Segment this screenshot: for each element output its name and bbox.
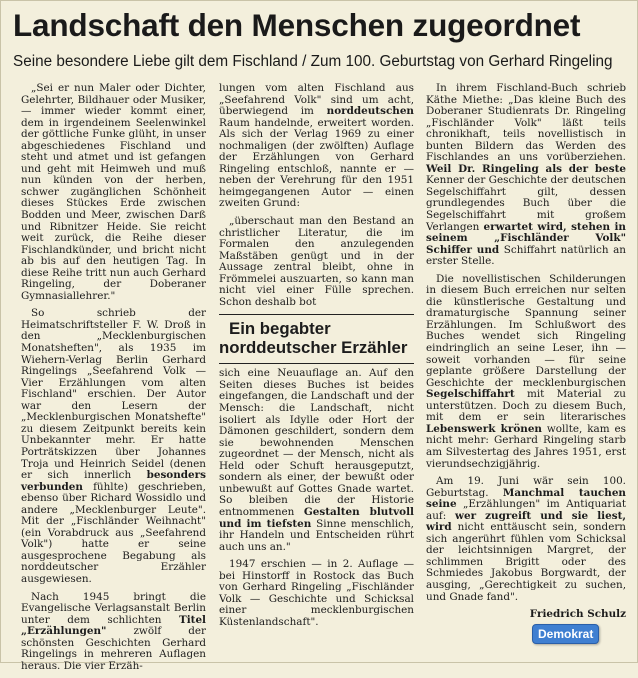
text-run: Kenner der Geschichte der deutschen Segelschiffahrt gilt, dessen grundlegendes Buch über die Segelschiffahrt mit großem Verlangen xyxy=(426,174,626,233)
bold-phrase: Titel „Erzählungen" xyxy=(21,613,207,638)
text-run: fühlte) geschrieben, ebenso über Richard Wossidlo und andere „Mecklenburger Leute". Mit der „Fischländer Weihnacht" (ein Vorabdruck aus „Seefahrend Volk") hatte er seine ausgesprochene Begabung als norddeutscher Erzähler ausgewiesen. xyxy=(21,480,206,585)
text-run: zwölf der schönsten Geschichten Gerhard Ringelings in mehreren Auflagen heraus. Die vier Erzäh- xyxy=(21,625,206,672)
paragraph xyxy=(219,83,414,210)
newspaper-badge: Demokrat xyxy=(532,624,599,644)
text-run: In ihrem Fischland-Buch schrieb Käthe Miethe: „Das kleine Buch des Doberaner Studienrats Dr. Ringeling „Fischländer Volk" läßt teils chronikhaft, teils novellistisch in bunten Bildern das Werden des Fischlandes an uns vorüberziehen. xyxy=(426,82,626,164)
bold-phrase: Manchmal tauchen seine xyxy=(426,486,626,511)
text-run: wollte, kam es nicht mehr: Gerhard Ringeling starb am Silvestertag des Jahres 1951, erst vierundsechzigjährig. xyxy=(426,422,626,470)
divider xyxy=(219,314,414,315)
column-3 xyxy=(426,83,626,627)
section-subtitle: Ein begabter norddeutscher Erzähler xyxy=(219,319,408,358)
paragraph xyxy=(219,368,414,553)
bold-phrase: Gestalten blutvoll und im tiefsten xyxy=(219,505,414,530)
text-run: Raum handelnde, erweitert worden. Als sich der Verlag 1969 zu einer nochmaligen (der zwölften) Auflage der Erzählungen von Gerhard Ringeling entschloß, nannte er — neben der Verehrung für den 1951 heimgegangenen Autor — einen zweiten Grund: xyxy=(219,116,414,210)
bold-phrase: erwartet wird, stehen in seinem „Fischländer Volk" Schiffer und xyxy=(426,220,626,256)
text-run: „Erzählungen" im Antiquariat auf: xyxy=(426,498,626,522)
text-run: Die novellistischen Schilderungen in diesem Buch erreichen nur selten die künstlerische Gestaltung und dramaturgische Spannung seiner Erzählungen. Im Schlußwort des Buches wendet sich Ringeling eindringlich an seine Leser, ihn — soweit vorhanden — für seine geplante größere Darstellung der Geschichte der mecklenburgischen xyxy=(426,272,626,389)
paragraph xyxy=(426,83,626,268)
column-1 xyxy=(21,83,206,678)
paragraph xyxy=(426,274,626,470)
paragraph xyxy=(21,308,206,585)
paragraph xyxy=(426,476,626,603)
bold-phrase: norddeutschen xyxy=(326,105,414,118)
text-run: So schrieb der Heimatschriftsteller F. W. Droß in den „Mecklenburgischen Monatsheften", als 1935 im Wiehern-Verlag Berlin Gerhard Ringelings „Seefahrend Volk — Vier Erzählungen vom alten Fischland" erschien. Der Autor war den Lesern der „Mecklenburgischen Monatshefte" zu diesem Zeitpunkt bereits kein Unbekannter mehr. Er hatte Porträtskizzen über Johannes Troja und Heinrich Seidel (denen er sich innerlich xyxy=(21,307,206,482)
paragraph xyxy=(21,592,206,673)
subheadline: Seine besondere Liebe gilt dem Fischland / Zum 100. Geburtstag von Gerhard Ringeling xyxy=(13,53,613,70)
bold-phrase: wer zugreift und sie liest, wird xyxy=(426,509,626,534)
text-run: mit Material zu unterstützen. Doch zu diesem Buch, mit dem er sein literarisches xyxy=(426,388,626,424)
column-2 xyxy=(219,83,414,634)
bold-phrase: Segelschiffahrt xyxy=(426,388,515,401)
text-run: Nach 1945 bringt die Evangelische Verlagsanstalt Berlin unter dem schlichten xyxy=(21,590,206,626)
text-run: Sinne menschlich, ihr Handeln und Entscheiden rührt auch uns an." xyxy=(219,517,414,553)
bold-phrase: Weil Dr. Ringeling als der beste xyxy=(426,162,626,175)
paragraph: „überschaut man den Bestand an christlicher Literatur, die im Formalen den anzulegenden Maßstäben genügt und in der Aussage zentral bleibt, ohne in Frömmelei auszuarten, so kann man nicht viel einer Fülle sprechen. Schon deshalb bot xyxy=(219,215,414,308)
bold-phrase: Lebenswerk krönen xyxy=(426,422,542,435)
divider xyxy=(219,363,414,364)
paragraph: 1947 erschien — in 2. Auflage — bei Hinstorff in Rostock das Buch von Gerhard Ringeling „Fischländer Volk — Geschichte und Schicksal einer mecklenburgischen Küstenlandschaft". xyxy=(219,558,414,628)
text-run: Am 19. Juni wär sein 100. Geburtstag. xyxy=(426,475,626,499)
text-run: sich eine Neuauflage an. Auf den Seiten dieses Buches ist beides eingefangen, die Landschaft und der Mensch: die Landschaft, nicht isoliert als Idylle oder Hort der Dämonen geschildert, sondern dem sie bewohnenden Menschen zugeordnet — der Mensch, nicht als Held oder Schuft herausgeputzt, sondern als einer, der bewußt oder unbewußt auf Gottes Gnade wartet. So bleiben die der Historie entnommenen xyxy=(219,367,414,518)
paragraph: „Sei er nun Maler oder Dichter, Gelehrter, Bildhauer oder Musiker, — immer wieder kommt einer, dem in irgendeinem Seelenwinkel der göttliche Funke glüht, in unser abgeschiedenes Fischland und steht und atmet und ist gefangen und geht mit Heimweh und muß nun künden von der herben, schwer zugänglichen Schönheit dieses Stückes Erde zwischen Bodden und Meer, zwischen Darß und Ribnitzer Heide. Sie reicht weit zurück, die Reihe dieser Fischlandkünder, und bricht nicht ab bis auf den heutigen Tag. In diese Reihe tritt nun auch Gerhard Ringeling, der Doberaner Gymnasiallehrer." xyxy=(21,82,206,302)
headline: Landschaft den Menschen zugeordnet xyxy=(13,7,581,43)
text-run: Schiffahrt natürlich an erster Stelle. xyxy=(426,243,626,268)
bold-phrase: besonders verbunden xyxy=(21,469,206,493)
text-run: lungen vom alten Fischland aus „Seefahrend Volk" sind um acht, überwiegend im xyxy=(219,82,414,118)
text-run: nicht enttäuscht sein, sondern sich angerührt fühlen vom Schicksal der leichtsinnigen Margret, der schlimmen Brigitt oder des Schmiedes Jakobus Borgwardt, der ausging, „Gerechtigkeit zu suchen, und Gnade fand". xyxy=(426,521,627,603)
author-signature: Friedrich Schulz xyxy=(529,608,626,621)
